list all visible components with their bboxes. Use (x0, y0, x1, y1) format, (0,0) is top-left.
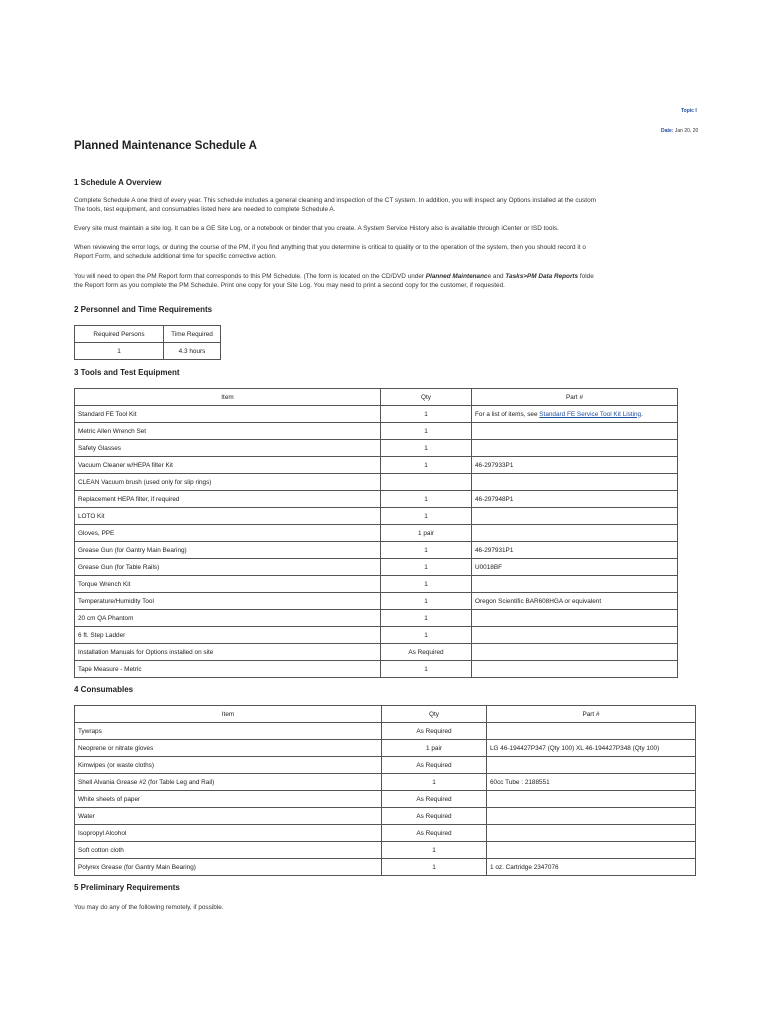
table-row (75, 343, 221, 360)
table-row (75, 723, 696, 740)
table-header-row (75, 706, 696, 723)
qty-cell: As Required (382, 791, 487, 808)
part-cell (472, 474, 678, 491)
part-cell: 46-297948P1 (472, 491, 678, 508)
section-3-heading: 3 Tools and Test Equipment (74, 368, 180, 377)
part-cell: 60cc Tube : 2188551 (487, 774, 696, 791)
time-cell: 4.3 hours (164, 343, 221, 360)
column-header: Part # (472, 389, 678, 406)
item-cell: Kimwipes (or waste cloths) (75, 757, 382, 774)
overview-p4-line-2: the Report form as you complete the PM Schedule. Print one copy for your Site Log. You may need to print a second copy for the customer, if requested. (74, 282, 505, 289)
table-row (75, 508, 678, 525)
table-row (75, 610, 678, 627)
section-4-heading: 4 Consumables (74, 685, 134, 694)
overview-p4-text-e: folde (578, 273, 594, 280)
item-cell: Soft cotton cloth (75, 842, 382, 859)
part-text-prefix: For a list of items, see (475, 410, 540, 418)
date-label: Date: (661, 128, 674, 134)
qty-cell: 1 (381, 593, 472, 610)
qty-cell: 1 (381, 542, 472, 559)
item-cell: Safety Glasses (75, 440, 381, 457)
qty-cell: As Required (382, 757, 487, 774)
date-line (661, 128, 698, 134)
section-5-heading: 5 Preliminary Requirements (74, 883, 180, 892)
item-cell: Polyrex Grease (for Gantry Main Bearing) (75, 859, 382, 876)
qty-cell: 1 (381, 559, 472, 576)
consumables-table (74, 705, 696, 876)
item-cell: 6 ft. Step Ladder (75, 627, 381, 644)
table-row (75, 757, 696, 774)
item-cell: Shell Alvania Grease #2 (for Table Leg and Rail) (75, 774, 382, 791)
qty-cell: 1 (381, 457, 472, 474)
item-cell: Vacuum Cleaner w/HEPA filter Kit (75, 457, 381, 474)
qty-cell: 1 (381, 627, 472, 644)
table-row (75, 559, 678, 576)
part-cell (472, 525, 678, 542)
section-1-heading: 1 Schedule A Overview (74, 178, 162, 187)
planned-maintenance-folder: Planned Maintenanc (425, 273, 488, 280)
table-row (75, 474, 678, 491)
item-cell: Water (75, 808, 382, 825)
item-cell: Standard FE Tool Kit (75, 406, 381, 423)
part-cell (472, 406, 678, 423)
part-cell: 46-297931P1 (472, 542, 678, 559)
qty-cell: 1 pair (382, 740, 487, 757)
overview-p4-text-c: e and (487, 273, 506, 280)
qty-cell: 1 (381, 576, 472, 593)
qty-cell: As Required (382, 808, 487, 825)
part-cell (487, 757, 696, 774)
qty-cell: 1 (381, 406, 472, 423)
part-text-suffix: . (641, 410, 643, 418)
tool-kit-listing-link[interactable]: Standard FE Service Tool Kit Listing (539, 410, 642, 418)
qty-cell: 1 (381, 661, 472, 678)
table-row (75, 825, 696, 842)
table-row (75, 644, 678, 661)
qty-cell (381, 474, 472, 491)
qty-cell: 1 (381, 423, 472, 440)
table-row (75, 740, 696, 757)
item-cell: Tywraps (75, 723, 382, 740)
qty-cell: 1 (381, 491, 472, 508)
table-header-row (75, 389, 678, 406)
part-cell: LG 46-194427P347 (Qty 100) XL 46-194427P348 (Qty 100) (487, 740, 696, 757)
part-cell (487, 842, 696, 859)
qty-cell: 1 (381, 610, 472, 627)
item-cell: Replacement HEPA filter, if required (75, 491, 381, 508)
item-cell: Neoprene or nitrate gloves (75, 740, 382, 757)
table-row (75, 576, 678, 593)
overview-paragraph-2: Every site must maintain a site log. It can be a GE Site Log, or a notebook or binder that you create. A System Service History also is available through iCenter or ISD tools. (74, 225, 559, 232)
table-row (75, 791, 696, 808)
item-cell: CLEAN Vacuum brush (used only for slip rings) (75, 474, 381, 491)
qty-cell: 1 (381, 440, 472, 457)
table-row (75, 661, 678, 678)
overview-p4-text-a: You will need to open the PM Report form that corresponds to this PM Schedule. (The form is located on the CD/DVD under (74, 273, 426, 280)
column-header: Time Required (164, 326, 221, 343)
part-cell: Oregon Scientific BAR608HGA or equivalent (472, 593, 678, 610)
item-cell: White sheets of paper (75, 791, 382, 808)
preliminary-paragraph-1: You may do any of the following remotely, if possible. (74, 904, 224, 911)
qty-cell: 1 (382, 774, 487, 791)
table-header-row (75, 326, 221, 343)
tools-table (74, 388, 678, 678)
table-row (75, 525, 678, 542)
table-row (75, 859, 696, 876)
overview-p3-line-1: When reviewing the error logs, or during the course of the PM, if you find anything that you determine is critical to quality or to the operation of the system, then you should record it o (74, 244, 586, 251)
overview-p3-line-2: Report Form, and schedule additional time for specific corrective action. (74, 253, 277, 260)
item-cell: Torque Wrench Kit (75, 576, 381, 593)
table-row (75, 491, 678, 508)
part-cell: U0018BF (472, 559, 678, 576)
part-cell (472, 610, 678, 627)
table-row (75, 440, 678, 457)
column-header: Qty (381, 389, 472, 406)
table-row (75, 842, 696, 859)
qty-cell: 1 (382, 842, 487, 859)
item-cell: Isopropyl Alcohol (75, 825, 382, 842)
item-cell: Tape Measure - Metric (75, 661, 381, 678)
table-row (75, 627, 678, 644)
column-header: Item (75, 706, 382, 723)
overview-paragraph-4 (74, 272, 714, 290)
table-row (75, 542, 678, 559)
item-cell: Installation Manuals for Options installed on site (75, 644, 381, 661)
part-cell (472, 576, 678, 593)
item-cell: Grease Gun (for Table Rails) (75, 559, 381, 576)
pm-data-reports-folder: Tasks>PM Data Reports (505, 273, 579, 280)
overview-line-1: Complete Schedule A one third of every year. This schedule includes a general cleaning and inspection of the CT system. In addition, you will inspect any Options installed at the custom (74, 197, 596, 204)
overview-paragraph-1 (74, 196, 714, 214)
section-2-heading: 2 Personnel and Time Requirements (74, 305, 213, 314)
item-cell: Metric Allen Wrench Set (75, 423, 381, 440)
qty-cell: As Required (381, 644, 472, 661)
table-row (75, 593, 678, 610)
part-cell (472, 627, 678, 644)
table-row (75, 774, 696, 791)
persons-cell: 1 (75, 343, 164, 360)
part-cell (487, 808, 696, 825)
column-header: Qty (382, 706, 487, 723)
table-row (75, 406, 678, 423)
item-cell: LOTO Kit (75, 508, 381, 525)
part-cell: 46-297933P1 (472, 457, 678, 474)
part-cell (487, 825, 696, 842)
item-cell: Temperature/Humidity Tool (75, 593, 381, 610)
table-row (75, 457, 678, 474)
column-header: Part # (487, 706, 696, 723)
part-cell (472, 644, 678, 661)
overview-paragraph-3 (74, 243, 714, 261)
date-value: Jan 20, 20 (674, 128, 699, 134)
part-cell (472, 661, 678, 678)
part-cell (472, 423, 678, 440)
table-row (75, 808, 696, 825)
table-row (75, 423, 678, 440)
personnel-table (74, 325, 221, 360)
column-header: Item (75, 389, 381, 406)
qty-cell: As Required (382, 825, 487, 842)
page-title: Planned Maintenance Schedule A (74, 140, 257, 152)
qty-cell: 1 (381, 508, 472, 525)
topic-id-label: Topic I (681, 108, 697, 114)
overview-line-2: The tools, test equipment, and consumables listed here are needed to complete Schedule A. (74, 206, 336, 213)
item-cell: 20 cm QA Phantom (75, 610, 381, 627)
qty-cell: As Required (382, 723, 487, 740)
part-cell: 1 oz. Cartridge 2347076 (487, 859, 696, 876)
column-header: Required Persons (75, 326, 164, 343)
item-cell: Grease Gun (for Gantry Main Bearing) (75, 542, 381, 559)
part-cell (487, 791, 696, 808)
part-cell (472, 508, 678, 525)
part-cell (487, 723, 696, 740)
part-cell (472, 440, 678, 457)
qty-cell: 1 (382, 859, 487, 876)
qty-cell: 1 pair (381, 525, 472, 542)
item-cell: Gloves, PPE (75, 525, 381, 542)
